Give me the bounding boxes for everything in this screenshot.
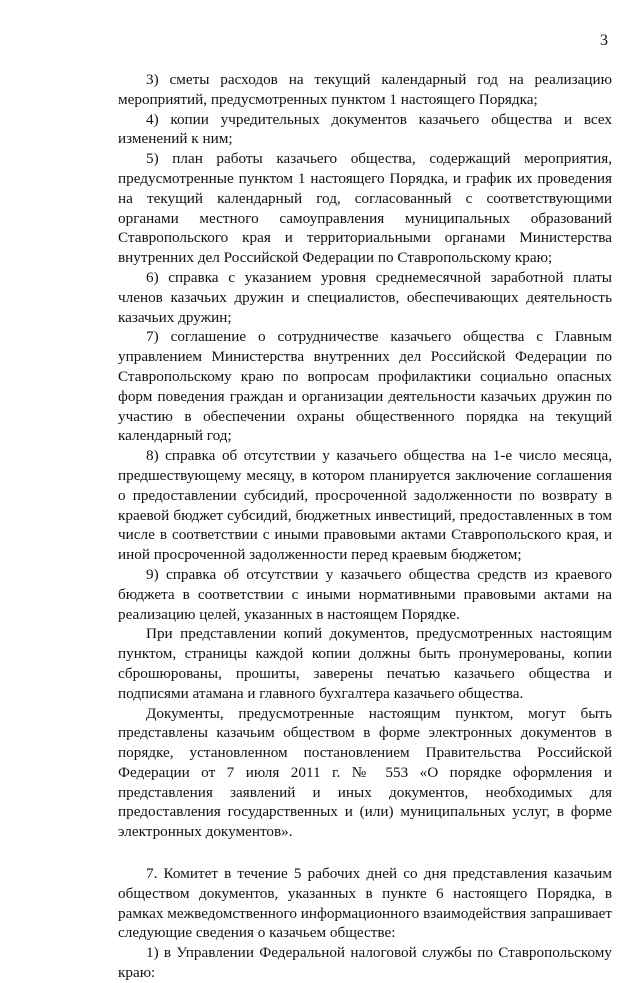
paragraph-copies-requirements: При представлении копий документов, предусмотренных настоящим пунктом, страницы каждой копии должны быть пронумерованы, копии сброшюрованы, прошиты, заверены печатью казачьего общества и подписями атамана и главного бухгалтера казачьего общества. [118,625,612,702]
section-7-item-1: 1) в Управлении Федеральной налоговой службы по Ставропольскому краю: [118,944,612,982]
paragraph-item-7: 7) соглашение о сотрудничестве казачьего общества с Главным управлением Министерства внутренних дел Российской Федерации по Ставропольскому краю по вопросам профилактики социально опасных форм поведения граждан и организации деятельности казачьих дружин по участию в обеспечении охраны общественного порядка на текущий календарный год; [118,328,612,445]
paragraph-item-6: 6) справка с указанием уровня среднемесячной заработной платы членов казачьих дружин и специалистов, обеспечивающих деятельность казачьих дружин; [118,268,612,326]
paragraph-electronic-documents: Документы, предусмотренные настоящим пунктом, могут быть представлены казачьим обществом в форме электронных документов в порядке, установленном постановлением Правительства Российской Федерации от 7 июля 2011 г. № 553 «О порядке оформления и представления заявлений и иных документов, необходимых для предоставления государственных и (или) муниципальных услуг, в форме электронных документов». [118,704,612,841]
section-7-intro: 7. Комитет в течение 5 рабочих дней со дня представления казачьим обществом документов, указанных в пункте 6 настоящего Порядка, в рамках межведомственного информационного взаимодействия запрашивает следующие сведения о казачьем обществе: [118,865,612,942]
paragraph-item-4: 4) копии учредительных документов казачьего общества и всех изменений к ним; [118,110,612,148]
paragraph-item-8: 8) справка об отсутствии у казачьего общества на 1-е число месяца, предшествующему месяцу, в котором планируется заключение соглашения о предоставлении субсидий, просроченной задолженности по возврату в краевой бюджет субсидий, бюджетных инвестиций, предоставленных в том числе в соответствии с иными правовыми актами Ставропольского края, и иной просроченной задолженности перед краевым бюджетом; [118,447,612,564]
paragraph-item-9: 9) справка об отсутствии у казачьего общества средств из краевого бюджета в соответствии с иными нормативными правовыми актами на реализацию целей, указанных в настоящем Порядке. [118,565,612,623]
section-spacer [118,842,612,864]
paragraph-item-3: 3) сметы расходов на текущий календарный год на реализацию мероприятий, предусмотренных пунктом 1 настоящего Порядка; [118,71,612,108]
page-number: 3 [600,32,608,49]
document-body [118,70,612,983]
paragraph-item-5: 5) план работы казачьего общества, содержащий мероприятия, предусмотренные пунктом 1 настоящего Порядка, и график их проведения на текущий календарный год, согласованный с соответствующими органами местного самоуправления муниципальных образований Ставропольского края и территориальными органами Министерства внутренних дел Российской Федерации по Ставропольскому краю; [118,150,612,267]
